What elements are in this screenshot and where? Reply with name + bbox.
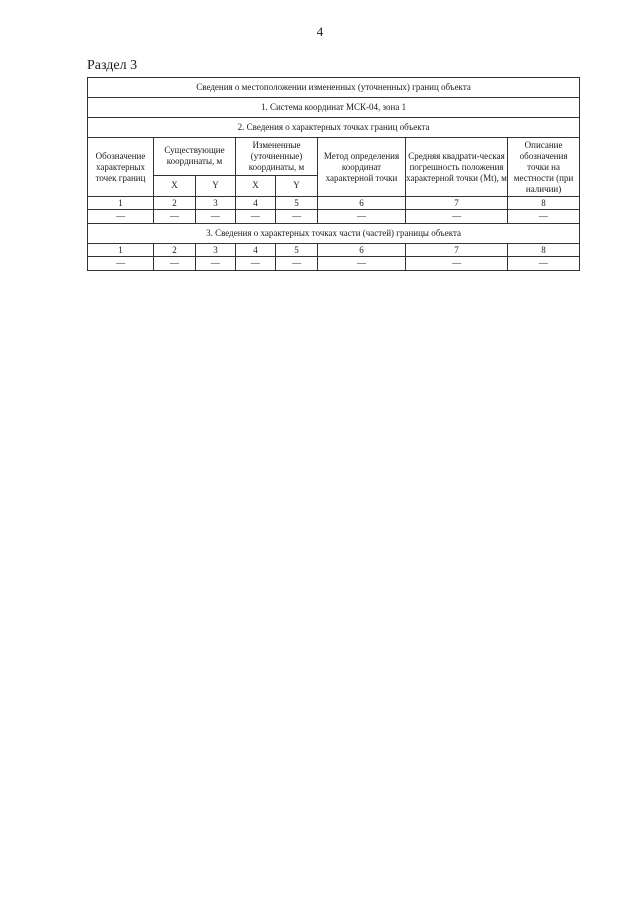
dash-cell: — bbox=[236, 210, 276, 224]
header-existing-x: X bbox=[154, 175, 196, 196]
boundary-table bbox=[87, 77, 580, 271]
dash-cell: — bbox=[196, 210, 236, 224]
dash-cell: — bbox=[154, 210, 196, 224]
column-number: 3 bbox=[196, 244, 236, 257]
coordinate-system-line: 1. Система координат МСК-04, зона 1 bbox=[88, 98, 580, 118]
dash-cell: — bbox=[508, 257, 580, 271]
column-number: 3 bbox=[196, 197, 236, 210]
dash-cell: — bbox=[318, 257, 406, 271]
column-number: 4 bbox=[236, 197, 276, 210]
dash-cell: — bbox=[88, 210, 154, 224]
column-number: 8 bbox=[508, 197, 580, 210]
header-method: Метод определения координат характерной точки bbox=[318, 138, 406, 197]
column-number: 7 bbox=[406, 244, 508, 257]
dash-cell: — bbox=[88, 257, 154, 271]
column-number: 6 bbox=[318, 197, 406, 210]
header-description: Описание обозначения точки на местности (при наличии) bbox=[508, 138, 580, 197]
part-boundary-heading: 3. Сведения о характерных точках части (частей) границы объекта bbox=[88, 224, 580, 244]
header-existing-coords: Существующие координаты, м bbox=[154, 138, 236, 176]
dash-cell: — bbox=[276, 210, 318, 224]
header-existing-y: Y bbox=[196, 175, 236, 196]
table-row bbox=[88, 257, 580, 271]
table-title: Сведения о местоположении измененных (уточненных) границ объекта bbox=[88, 78, 580, 98]
header-changed-y: Y bbox=[276, 175, 318, 196]
column-number-row bbox=[88, 197, 580, 210]
boundary-points-heading: 2. Сведения о характерных точках границ объекта bbox=[88, 118, 580, 138]
header-changed-x: X bbox=[236, 175, 276, 196]
header-error: Средняя квадрати-ческая погрешность положения характерной точки (Mt), м bbox=[406, 138, 508, 197]
column-number: 8 bbox=[508, 244, 580, 257]
column-number-row bbox=[88, 244, 580, 257]
dash-cell: — bbox=[508, 210, 580, 224]
table-row bbox=[88, 210, 580, 224]
column-number: 4 bbox=[236, 244, 276, 257]
column-number: 5 bbox=[276, 244, 318, 257]
dash-cell: — bbox=[318, 210, 406, 224]
page-number: 4 bbox=[316, 24, 324, 39]
header-changed-coords: Измененные (уточненные) координаты, м bbox=[236, 138, 318, 176]
column-number: 6 bbox=[318, 244, 406, 257]
dash-cell: — bbox=[236, 257, 276, 271]
column-number: 5 bbox=[276, 197, 318, 210]
section-label: Раздел 3 bbox=[87, 58, 138, 73]
dash-cell: — bbox=[406, 210, 508, 224]
column-number: 1 bbox=[88, 244, 154, 257]
column-number: 7 bbox=[406, 197, 508, 210]
header-designation: Обозначение характерных точек границ bbox=[88, 138, 154, 197]
column-number: 2 bbox=[154, 244, 196, 257]
dash-cell: — bbox=[276, 257, 318, 271]
column-number: 2 bbox=[154, 197, 196, 210]
column-number: 1 bbox=[88, 197, 154, 210]
dash-cell: — bbox=[196, 257, 236, 271]
dash-cell: — bbox=[154, 257, 196, 271]
dash-cell: — bbox=[406, 257, 508, 271]
